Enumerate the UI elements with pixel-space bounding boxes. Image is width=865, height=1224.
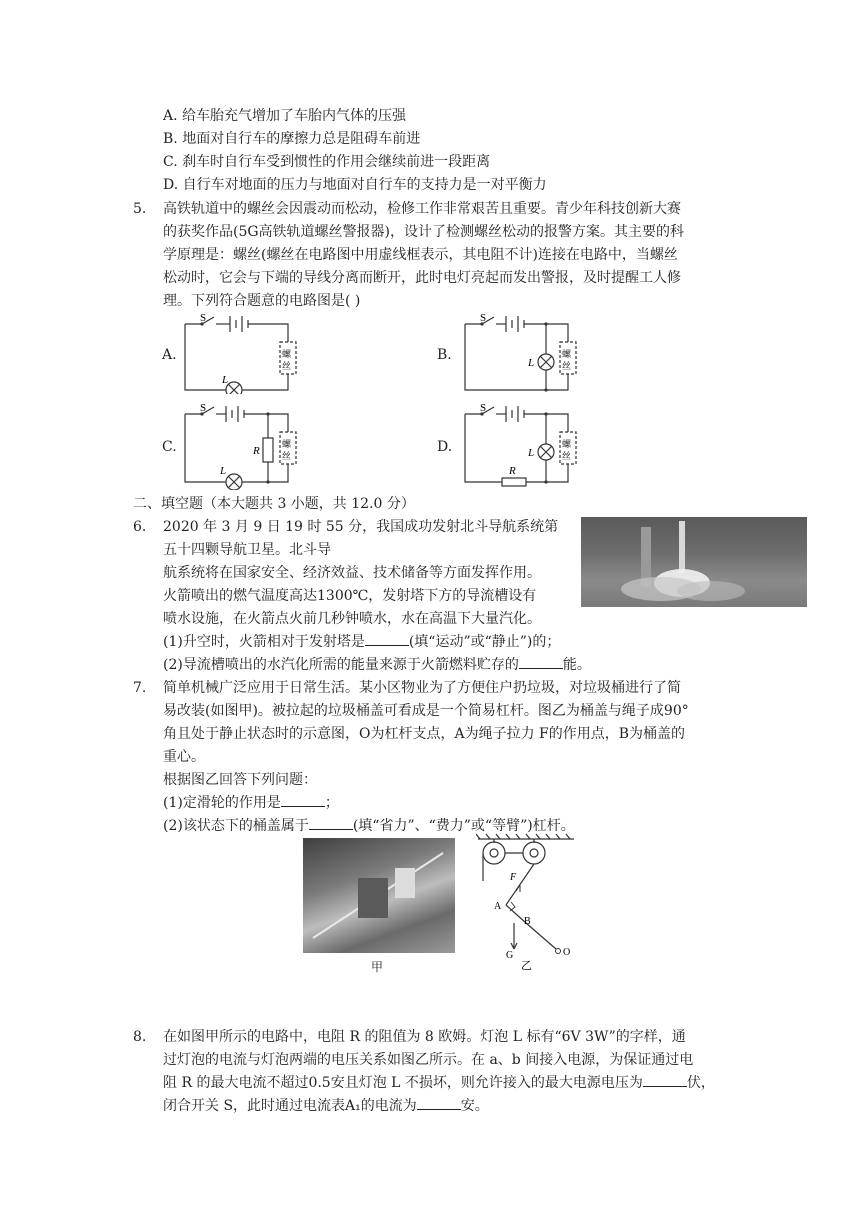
q7-line-1: 简单机械广泛应用于日常生活。某小区物业为了方便住户扔垃圾，对垃圾桶进行了简 [163,680,681,696]
point-b-label: B [524,916,531,927]
q8-blank-1[interactable] [643,1072,687,1087]
switch-label: S [200,402,207,414]
q7-number: 7. [133,680,147,696]
q8-line-4: 闭合开关 S，此时通过电流表A₁的电流为 安。 [163,1095,489,1117]
switch-label: S [480,312,487,324]
q7-sub-2: (2)该状态下的桶盖属于 (填“省力”、“费力”或“等臂”)杠杆。 [163,815,575,837]
lamp-label: L [528,357,535,369]
q5-line-1: 高铁轨道中的螺丝会因震动而松动，检修工作非常艰苦且重要。青少年科技创新大赛 [163,201,681,217]
rocket-launch-photo [581,517,807,607]
switch-label: S [200,312,207,324]
q7-line-2: 易改装(如图甲)。被拉起的垃圾桶盖可看成是一个简易杠杆。图乙为桶盖与绳子成90° [163,703,689,719]
q4-option-a: A. 给车胎充气增加了车胎内气体的压强 [163,108,407,124]
q5-option-b-label: B. [437,347,452,363]
q4-option-c: C. 刹车时自行车受到惯性的作用会继续前进一段距离 [163,154,491,170]
q5-option-d-label: D. [437,439,453,455]
q6-sub-1: (1)升空时，火箭相对于发射塔是 (填“运动”或“静止”)的； [163,631,560,653]
pivot-o-label: O [563,947,571,958]
gravity-label: G [506,950,514,961]
q6-blank-2[interactable] [519,654,563,669]
q7-line-4: 重心。 [163,749,205,765]
screw-label-top: 螺 [562,439,572,449]
q7-sub-1: (1)定滑轮的作用是 ； [163,792,339,814]
figure-label-yi: 乙 [521,960,532,972]
q6-blank-1[interactable] [365,631,409,646]
point-a-label: A [494,901,502,912]
q7-blank-1[interactable] [281,792,325,807]
q8-number: 8. [133,1029,147,1045]
force-label: F [510,872,517,883]
circuit-diagram-c [180,402,315,490]
screw-label-bottom: 丝 [562,451,572,461]
section-heading-fill-in: 二、填空题（本大题共 3 小题，共 12.0 分） [133,496,415,512]
q6-line-1: 2020 年 3 月 9 日 19 时 55 分，我国成功发射北斗导航系统第 [163,519,559,535]
q6-line-5: 喷水设施，在火箭点火前几秒钟喷水，水在高温下大量汽化。 [163,611,541,627]
trash-bin-photo [303,838,455,953]
circuit-diagram-b [460,312,585,394]
figure-label-jia: 甲 [371,960,384,974]
q7-line-3: 角且处于静止状态时的示意图，O为杠杆支点，A为绳子拉力 F的作用点，B为桶盖的 [163,726,686,742]
q4-option-d: D. 自行车对地面的压力与地面对自行车的支持力是一对平衡力 [163,177,547,193]
q8-line-1: 在如图甲所示的电路中，电阻 R 的阻值为 8 欧姆。灯泡 L 标有“6V 3W”的字样，通 [163,1029,686,1045]
q8-line-3: 阻 R 的最大电流不超过0.5安且灯泡 L 不损坏，则允许接入的最大电源电压为 伏， [163,1072,715,1094]
lamp-label: L [528,447,535,459]
q4-option-b: B. 地面对自行车的摩擦力总是阻碍车前进 [163,131,421,147]
q7-line-5: 根据图乙回答下列问题： [163,772,317,788]
circuit-diagram-a [180,312,315,394]
q5-line-5: 理。下列符合题意的电路图是( ) [163,293,361,309]
q8-line-2: 过灯泡的电流与灯泡两端的电压关系如图乙所示。在 a、b 间接入电源，为保证通过电 [163,1052,694,1068]
screw-label-bottom: 丝 [282,361,292,371]
q6-number: 6. [133,519,147,535]
switch-label: S [480,402,487,414]
q5-option-a-label: A. [162,347,177,363]
q5-line-4: 松动时，它会与下端的导线分离而断开，此时电灯亮起而发出警报，及时提醒工人修 [163,270,681,286]
screw-label-top: 螺 [282,439,292,449]
lever-diagram [476,833,576,973]
screw-label-bottom: 丝 [282,451,292,461]
resistor-label: R [509,465,516,477]
screw-label-top: 螺 [562,349,572,359]
q6-line-2: 五十四颗导航卫星。北斗导 [163,542,331,558]
q5-option-c-label: C. [162,439,177,455]
screw-label-bottom: 丝 [562,361,572,371]
q8-blank-2[interactable] [417,1095,461,1110]
q6-line-3: 航系统将在国家安全、经济效益、技术储备等方面发挥作用。 [163,565,541,581]
q6-line-4: 火箭喷出的燃气温度高达1300℃，发射塔下方的导流槽设有 [163,588,537,604]
q6-sub-2: (2)导流槽喷出的水汽化所需的能量来源于火箭燃料贮存的 能。 [163,654,591,676]
lamp-label: L [220,465,227,477]
screw-label-top: 螺 [282,349,292,359]
lamp-label: L [222,374,229,386]
q7-blank-2[interactable] [309,815,353,830]
q5-line-3: 学原理是：螺丝(螺丝在电路图中用虚线框表示，其电阻不计)连接在电路中，当螺丝 [163,247,678,263]
resistor-label: R [253,445,260,457]
q5-line-2: 的获奖作品(5G高铁轨道螺丝警报器)，设计了检测螺丝松动的报警方案。其主要的科 [163,224,685,240]
circuit-diagram-d [460,402,585,490]
q5-number: 5. [133,201,147,217]
